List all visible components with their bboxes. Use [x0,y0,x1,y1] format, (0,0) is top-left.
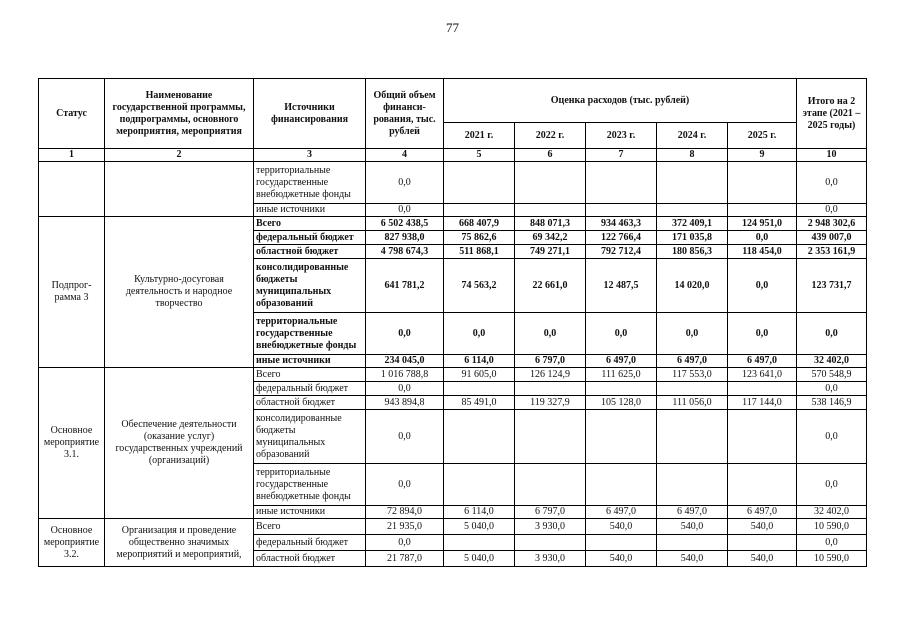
column-number: 6 [515,149,586,162]
stage-total-cell: 0,0 [797,204,867,217]
year-value-cell [515,204,586,217]
table-row [39,368,867,382]
year-value-cell [586,204,657,217]
year-value-cell [657,535,728,551]
status-cell: Основное мероприятие 3.2. [39,519,105,567]
year-value-cell [444,382,515,396]
total-cell: 0,0 [366,382,444,396]
source-cell: территориальные государственные внебюджетные фонды [254,162,366,204]
source-cell: федеральный бюджет [254,535,366,551]
year-value-cell [657,162,728,204]
year-value-cell: 0,0 [728,313,797,355]
year-value-cell: 5 040,0 [444,519,515,535]
table-row [39,162,867,204]
year-value-cell: 171 035,8 [657,231,728,245]
header-status: Статус [39,79,105,149]
year-value-cell: 85 491,0 [444,396,515,410]
year-value-cell: 540,0 [728,519,797,535]
source-cell: федеральный бюджет [254,382,366,396]
source-cell: консолидированные бюджеты муниципальных образований [254,259,366,313]
stage-total-cell: 570 548,9 [797,368,867,382]
year-value-cell [444,464,515,506]
source-cell: областной бюджет [254,396,366,410]
total-cell: 1 016 788,8 [366,368,444,382]
year-value-cell: 511 868,1 [444,245,515,259]
column-number: 9 [728,149,797,162]
header-year: 2021 г. [444,123,515,149]
year-value-cell [444,162,515,204]
year-value-cell: 6 797,0 [515,355,586,368]
year-value-cell [657,464,728,506]
year-value-cell: 6 497,0 [657,355,728,368]
total-cell: 0,0 [366,410,444,464]
year-value-cell: 118 454,0 [728,245,797,259]
source-cell: Всего [254,217,366,231]
total-cell: 827 938,0 [366,231,444,245]
year-value-cell: 0,0 [728,259,797,313]
total-cell: 0,0 [366,535,444,551]
stage-total-cell: 0,0 [797,464,867,506]
year-value-cell: 0,0 [728,231,797,245]
total-cell: 0,0 [366,313,444,355]
year-value-cell: 540,0 [586,551,657,567]
year-value-cell: 792 712,4 [586,245,657,259]
year-value-cell [515,535,586,551]
year-value-cell [586,410,657,464]
year-value-cell: 119 327,9 [515,396,586,410]
stage-total-cell: 538 146,9 [797,396,867,410]
year-value-cell: 74 563,2 [444,259,515,313]
header-year: 2022 г. [515,123,586,149]
total-cell: 234 045,0 [366,355,444,368]
column-number: 4 [366,149,444,162]
year-value-cell: 122 766,4 [586,231,657,245]
stage-total-cell: 32 402,0 [797,506,867,519]
year-value-cell: 749 271,1 [515,245,586,259]
stage-total-cell: 32 402,0 [797,355,867,368]
year-value-cell [515,464,586,506]
total-cell: 6 502 438,5 [366,217,444,231]
header-total: Общий объем финанси- рования, тыс. рублей [366,79,444,149]
year-value-cell: 6 497,0 [728,506,797,519]
header-year: 2023 г. [586,123,657,149]
year-value-cell: 22 661,0 [515,259,586,313]
year-value-cell: 75 862,6 [444,231,515,245]
year-value-cell: 6 797,0 [515,506,586,519]
name-cell: Культурно-досуговая деятельность и народное творчество [105,217,254,368]
year-value-cell: 0,0 [657,313,728,355]
year-value-cell [444,535,515,551]
stage-total-cell: 123 731,7 [797,259,867,313]
source-cell: Всего [254,519,366,535]
total-cell: 641 781,2 [366,259,444,313]
status-cell [39,162,105,217]
column-number: 3 [254,149,366,162]
column-number: 2 [105,149,254,162]
year-value-cell: 3 930,0 [515,519,586,535]
column-number: 1 [39,149,105,162]
year-value-cell: 105 128,0 [586,396,657,410]
year-value-cell [515,382,586,396]
year-value-cell: 111 625,0 [586,368,657,382]
year-value-cell: 540,0 [657,519,728,535]
total-cell: 4 798 674,3 [366,245,444,259]
year-value-cell [657,382,728,396]
table-row [39,217,867,231]
stage-total-cell: 10 590,0 [797,551,867,567]
name-cell: Обеспечение деятельности (оказание услуг) государственных учреждений (организаций) [105,368,254,519]
year-value-cell: 540,0 [728,551,797,567]
source-cell: областной бюджет [254,245,366,259]
source-cell: областной бюджет [254,551,366,567]
source-cell: иные источники [254,355,366,368]
stage-total-cell: 2 353 161,9 [797,245,867,259]
status-cell: Основное мероприятие 3.1. [39,368,105,519]
name-cell [105,162,254,217]
year-value-cell [728,162,797,204]
total-cell: 72 894,0 [366,506,444,519]
year-value-cell: 0,0 [444,313,515,355]
year-value-cell: 12 487,5 [586,259,657,313]
header-estimate: Оценка расходов (тыс. рублей) [444,79,797,123]
stage-total-cell: 2 948 302,6 [797,217,867,231]
year-value-cell: 6 114,0 [444,506,515,519]
year-value-cell [586,535,657,551]
year-value-cell: 540,0 [657,551,728,567]
year-value-cell: 123 641,0 [728,368,797,382]
year-value-cell: 69 342,2 [515,231,586,245]
year-value-cell: 6 497,0 [586,355,657,368]
stage-total-cell: 0,0 [797,382,867,396]
year-value-cell [586,162,657,204]
year-value-cell: 372 409,1 [657,217,728,231]
year-value-cell [728,410,797,464]
year-value-cell: 117 553,0 [657,368,728,382]
year-value-cell [515,410,586,464]
stage-total-cell: 0,0 [797,410,867,464]
year-value-cell [444,410,515,464]
year-value-cell [444,204,515,217]
total-cell: 21 787,0 [366,551,444,567]
source-cell: федеральный бюджет [254,231,366,245]
column-number: 8 [657,149,728,162]
year-value-cell [728,382,797,396]
year-value-cell [657,204,728,217]
year-value-cell: 91 605,0 [444,368,515,382]
total-cell: 943 894,8 [366,396,444,410]
year-value-cell: 111 056,0 [657,396,728,410]
column-number: 7 [586,149,657,162]
header-year: 2024 г. [657,123,728,149]
year-value-cell: 3 930,0 [515,551,586,567]
year-value-cell: 126 124,9 [515,368,586,382]
column-number: 10 [797,149,867,162]
name-cell: Организация и проведение общественно значимых мероприятий и мероприятий, [105,519,254,567]
stage-total-cell: 0,0 [797,162,867,204]
year-value-cell: 0,0 [586,313,657,355]
table-row [39,519,867,535]
header-stage-total: Итого на 2 этапе (2021 – 2025 годы) [797,79,867,149]
year-value-cell: 6 497,0 [728,355,797,368]
source-cell: территориальные государственные внебюджетные фонды [254,464,366,506]
year-value-cell [728,535,797,551]
header-name: Наименование государственной программы, подпрограммы, основного мероприятия, мероприятия [105,79,254,149]
stage-total-cell: 10 590,0 [797,519,867,535]
year-value-cell: 5 040,0 [444,551,515,567]
year-value-cell: 668 407,9 [444,217,515,231]
year-value-cell: 0,0 [515,313,586,355]
year-value-cell [515,162,586,204]
source-cell: Всего [254,368,366,382]
source-cell: иные источники [254,204,366,217]
year-value-cell: 934 463,3 [586,217,657,231]
source-cell: иные источники [254,506,366,519]
year-value-cell: 540,0 [586,519,657,535]
stage-total-cell: 0,0 [797,535,867,551]
total-cell: 21 935,0 [366,519,444,535]
year-value-cell [657,410,728,464]
total-cell: 0,0 [366,162,444,204]
year-value-cell [728,204,797,217]
year-value-cell [586,382,657,396]
budget-table [38,78,867,567]
header-sources: Источники финансирования [254,79,366,149]
status-cell: Подпрог- рамма 3 [39,217,105,368]
year-value-cell: 6 114,0 [444,355,515,368]
year-value-cell: 124 951,0 [728,217,797,231]
total-cell: 0,0 [366,464,444,506]
year-value-cell [728,464,797,506]
page-number: 77 [446,20,459,35]
year-value-cell: 14 020,0 [657,259,728,313]
year-value-cell: 848 071,3 [515,217,586,231]
year-value-cell: 6 497,0 [657,506,728,519]
header-year: 2025 г. [728,123,797,149]
total-cell: 0,0 [366,204,444,217]
source-cell: территориальные государственные внебюджетные фонды [254,313,366,355]
stage-total-cell: 0,0 [797,313,867,355]
column-number-row [39,149,867,162]
table-body [39,162,867,567]
source-cell: консолидированные бюджеты муниципальных образований [254,410,366,464]
year-value-cell [586,464,657,506]
year-value-cell: 117 144,0 [728,396,797,410]
column-number: 5 [444,149,515,162]
year-value-cell: 6 497,0 [586,506,657,519]
year-value-cell: 180 856,3 [657,245,728,259]
stage-total-cell: 439 007,0 [797,231,867,245]
